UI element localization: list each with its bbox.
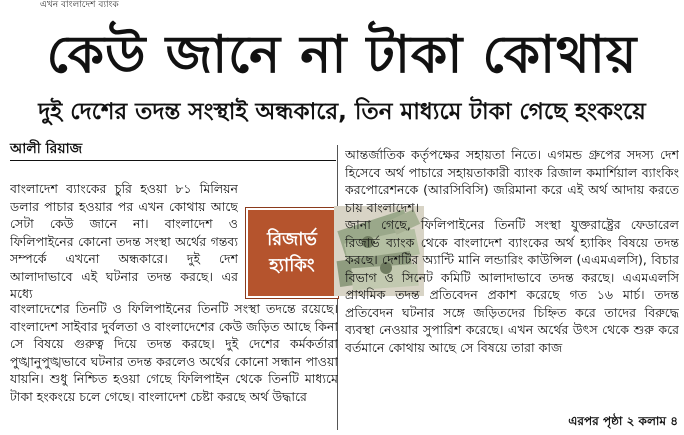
- article-column-left-top: [10, 180, 238, 303]
- feature-label-line2: হ্যাকিং: [269, 255, 315, 276]
- byline: আলী রিয়াজ: [10, 141, 83, 157]
- byline-rule: [10, 160, 336, 161]
- page-header-clipping: এখন বাংলাদেশ ব্যাংক: [40, 0, 119, 8]
- subheadline: দুই দেশের তদন্ত সংস্থাই অন্ধকারে, তিন মাধ্যমে টাকা গেছে হংকংয়ে: [38, 99, 646, 125]
- continued-on-page-link: এরপর পৃষ্ঠা ২ কলাম ৪: [568, 414, 678, 428]
- feature-label-line1: রিজার্ভ: [267, 229, 317, 250]
- article-column-left-bottom: [10, 300, 338, 433]
- headline: কেউ জানে না টাকা কোথায়: [46, 25, 638, 85]
- feature-label-box: [246, 208, 338, 298]
- article-paragraph: বাংলাদেশ ব্যাংকের চুরি হওয়া ৮১ মিলিয়ন ডলার পাচার হওয়ার পর এখন কোথায় আছে সেটা কেউ জানে না। বাংলাদেশ ও ফিলিপাইনের কোনো তদন্ত সংস্থা অর্থের গন্তব্য সম্পর্কে এখনো অন্ধকারে। দুই দেশ আলাদাভাবে এই ঘটনার তদন্ত করছে। এর মধ্যে: [10, 181, 238, 301]
- article-paragraph: বাংলাদেশের তিনটি ও ফিলিপাইনের তিনটি সংস্থা তদন্তে রয়েছে। বাংলাদেশ সাইবার দুর্বলতা ও বাংলাদেশের কেউ জড়িত আছে কিনা সে বিষয়ে গুরুত্ব দিয়ে তদন্ত করছে। দুই দেশের কর্মকর্তারা পুঙ্খানুপুঙ্খভাবে ঘটনার তদন্ত করলেও অর্থের কোনো সন্ধান পাওয়া যায়নি। শুধু নিশ্চিত হওয়া গেছে ফিলিপাইন থেকে তিনটি মাধ্যমে টাকা হংকংয়ে চলে গেছে। বাংলাদেশ চেষ্টা করছে অর্থ উদ্ধারে: [10, 301, 338, 404]
- article-paragraph: আন্তর্জাতিক কর্তৃপক্ষের সহায়তা নিতে। এগমন্ড গ্রুপের সদস্য দেশ হিসেবে অর্থ পাচারে সহায়তাকারী ব্যাংক রিজাল কমার্শিয়াল ব্যাংকিং করপোরেশনকে (আরসিবিসি) জরিমানা করে এই অর্থ আদায় করতে চায় বাংলাদেশ।: [345, 147, 679, 215]
- article-paragraph: জানা গেছে, ফিলিপাইনের তিনটি সংস্থা যুক্তরাষ্ট্রের ফেডারেল রিজার্ভ ব্যাংক থেকে বাংলাদেশ ব্যাংকের অর্থ হ্যাকিং বিষয়ে তদন্ত করছে। দেশটির অ্যান্টি মানি লন্ডারিং কাউন্সিল (এএমএলসি), বিচার বিভাগ ও সিনেট কমিটি আলাদাভাবে তদন্ত করছে। এএমএলসি প্রাথমিক তদন্ত প্রতিবেদন প্রকাশ করেছে গত ১৬ মার্চ। তদন্ত প্রতিবেদন ঘটনার সঙ্গে জড়িতদের চিহ্নিত করে তাদের বিরুদ্ধে ব্যবস্থা নেওয়ার সুপারিশ করেছে। এখন অর্থের উৎস থেকে শুরু করে বর্তমানে কোথায় আছে সে বিষয়ে তারা কাজ: [345, 217, 679, 355]
- article-column-right: [345, 146, 679, 416]
